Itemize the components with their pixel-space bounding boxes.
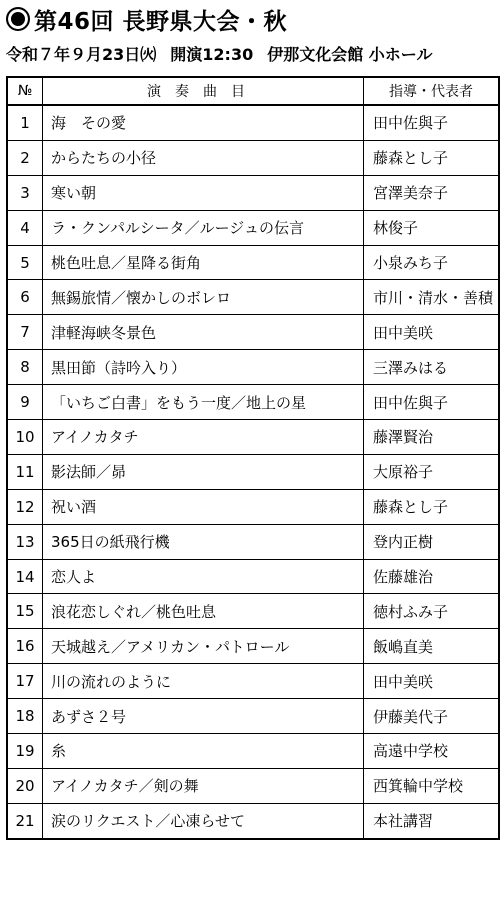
performer-name: 大原裕子	[364, 454, 500, 489]
table-row	[7, 105, 499, 140]
piece-title: 寒い朝	[43, 175, 364, 210]
table-row	[7, 454, 499, 489]
table-row	[7, 175, 499, 210]
piece-title: 浪花恋しぐれ／桃色吐息	[43, 594, 364, 629]
column-header-title: 演奏曲目	[43, 77, 364, 105]
table-row	[7, 280, 499, 315]
performer-name: 田中美咲	[364, 315, 500, 350]
performer-name: 佐藤雄治	[364, 559, 500, 594]
row-number: 4	[7, 210, 43, 245]
table-row	[7, 315, 499, 350]
bullet-icon	[6, 7, 30, 31]
performer-name: 飯嶋直美	[364, 629, 500, 664]
piece-title: 無錫旅情／懐かしのボレロ	[43, 280, 364, 315]
table-row	[7, 629, 499, 664]
piece-title: 糸	[43, 734, 364, 769]
performer-name: 田中佐與子	[364, 105, 500, 140]
row-number: 18	[7, 699, 43, 734]
performer-name: 本社講習	[364, 803, 500, 838]
table-row	[7, 210, 499, 245]
row-number: 15	[7, 594, 43, 629]
event-title-text: 第46回 長野県大会・秋	[34, 8, 288, 35]
piece-title: 川の流れのように	[43, 664, 364, 699]
row-number: 14	[7, 559, 43, 594]
performer-name: 高遠中学校	[364, 734, 500, 769]
event-title	[6, 4, 287, 34]
program-table	[6, 76, 500, 840]
table-row	[7, 420, 499, 455]
table-body	[7, 105, 499, 839]
performer-name: 伊藤美代子	[364, 699, 500, 734]
performer-name: 藤森とし子	[364, 140, 500, 175]
row-number: 11	[7, 454, 43, 489]
row-number: 6	[7, 280, 43, 315]
performer-name: 宮澤美奈子	[364, 175, 500, 210]
row-number: 17	[7, 664, 43, 699]
row-number: 10	[7, 420, 43, 455]
performer-name: 田中美咲	[364, 664, 500, 699]
performer-name: 藤森とし子	[364, 489, 500, 524]
column-header-performer: 指導・代表者	[364, 77, 500, 105]
performer-name: 小泉みち子	[364, 245, 500, 280]
performer-name: 徳村ふみ子	[364, 594, 500, 629]
row-number: 9	[7, 385, 43, 420]
piece-title: 海 その愛	[43, 105, 364, 140]
piece-title: 津軽海峡冬景色	[43, 315, 364, 350]
table-header-row	[7, 77, 499, 105]
piece-title: 365日の紙飛行機	[43, 524, 364, 559]
table-row	[7, 559, 499, 594]
piece-title: からたちの小径	[43, 140, 364, 175]
row-number: 16	[7, 629, 43, 664]
table-row	[7, 803, 499, 838]
row-number: 20	[7, 768, 43, 803]
column-header-no: №	[7, 77, 43, 105]
piece-title: 祝い酒	[43, 489, 364, 524]
piece-title: アイノカタチ	[43, 420, 364, 455]
row-number: 19	[7, 734, 43, 769]
row-number: 7	[7, 315, 43, 350]
performer-name: 市川・清水・善積	[364, 280, 500, 315]
row-number: 5	[7, 245, 43, 280]
event-info	[6, 40, 446, 66]
table-row	[7, 768, 499, 803]
row-number: 8	[7, 350, 43, 385]
table-row	[7, 664, 499, 699]
piece-title: 「いちご白書」をもう一度／地上の星	[43, 385, 364, 420]
table-row	[7, 734, 499, 769]
event-time: 開演12:30	[170, 44, 254, 64]
table-row	[7, 489, 499, 524]
performer-name: 三澤みはる	[364, 350, 500, 385]
table-row	[7, 594, 499, 629]
row-number: 3	[7, 175, 43, 210]
row-number: 12	[7, 489, 43, 524]
table-row	[7, 245, 499, 280]
performer-name: 田中佐與子	[364, 385, 500, 420]
performer-name: 藤澤賢治	[364, 420, 500, 455]
piece-title: あずさ２号	[43, 699, 364, 734]
performer-name: 西箕輪中学校	[364, 768, 500, 803]
table-row	[7, 350, 499, 385]
table-row	[7, 140, 499, 175]
piece-title: 桃色吐息／星降る街角	[43, 245, 364, 280]
piece-title: ラ・クンパルシータ／ルージュの伝言	[43, 210, 364, 245]
table-row	[7, 699, 499, 734]
piece-title: 黒田節（詩吟入り）	[43, 350, 364, 385]
row-number: 21	[7, 803, 43, 838]
piece-title: 恋人よ	[43, 559, 364, 594]
row-number: 1	[7, 105, 43, 140]
row-number: 2	[7, 140, 43, 175]
performer-name: 登内正樹	[364, 524, 500, 559]
event-venue: 伊那文化会館 小ホール	[267, 44, 433, 64]
event-date: 令和７年９月23日㈫	[6, 44, 157, 64]
piece-title: 涙のリクエスト／心凍らせて	[43, 803, 364, 838]
table-row	[7, 385, 499, 420]
piece-title: アイノカタチ／剣の舞	[43, 768, 364, 803]
row-number: 13	[7, 524, 43, 559]
performer-name: 林俊子	[364, 210, 500, 245]
piece-title: 影法師／昴	[43, 454, 364, 489]
table-row	[7, 524, 499, 559]
piece-title: 天城越え／アメリカン・パトロール	[43, 629, 364, 664]
